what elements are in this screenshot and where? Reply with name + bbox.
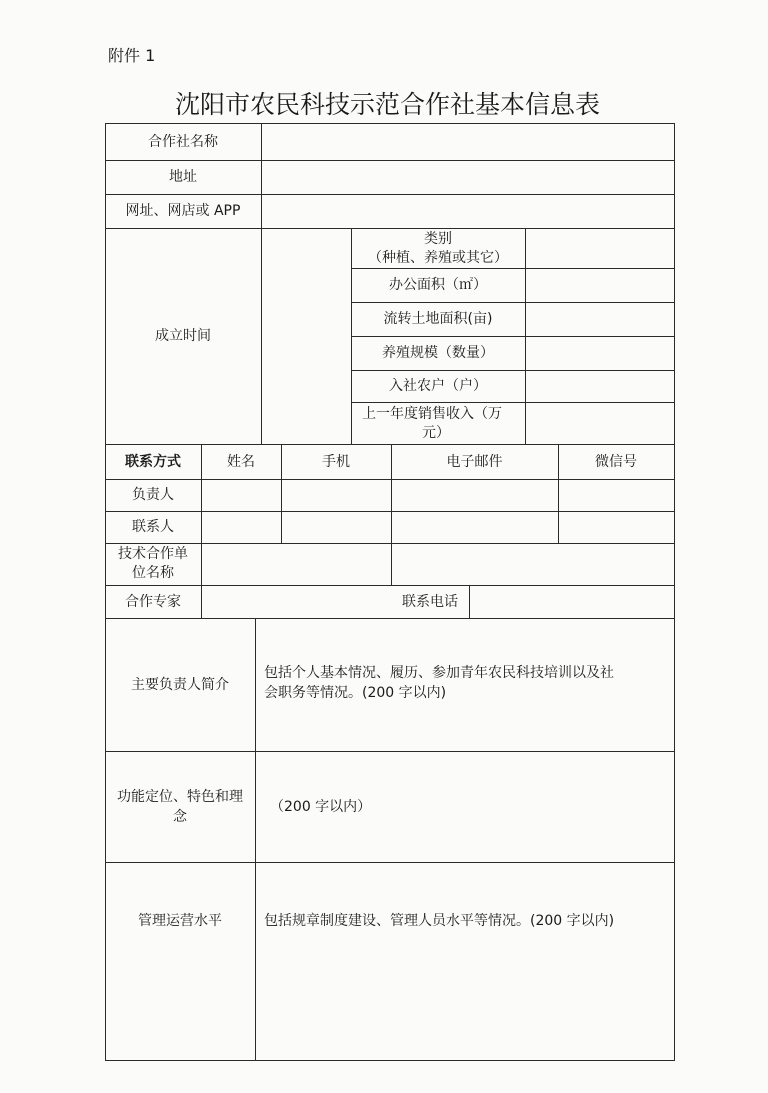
land-area-label: 流转土地面积(亩) bbox=[383, 311, 493, 327]
sales-label-line1: 上一年度销售收入（万 bbox=[362, 406, 502, 422]
established-label: 成立时间 bbox=[155, 328, 211, 344]
main-profile-desc-line2: 会职务等情况。(200 字以内) bbox=[264, 685, 447, 701]
attachment-label: 附件 1 bbox=[108, 46, 156, 65]
breeding-scale-label: 养殖规模（数量） bbox=[382, 345, 494, 361]
contact-person-label: 联系人 bbox=[132, 519, 174, 535]
office-area-label: 办公面积（㎡） bbox=[389, 277, 487, 293]
page-title: 沈阳市农民科技示范合作社基本信息表 bbox=[174, 90, 600, 119]
col-email-header: 电子邮件 bbox=[446, 454, 503, 470]
col-wechat-header: 微信号 bbox=[595, 454, 637, 470]
function-label-line2: 念 bbox=[173, 809, 187, 825]
tech-partner-label-line1: 技术合作单 bbox=[118, 546, 188, 562]
category-label-line2: （种植、养殖或其它） bbox=[368, 250, 508, 266]
address-label: 地址 bbox=[169, 169, 197, 185]
function-desc: （200 字以内） bbox=[270, 799, 372, 815]
member-households-label: 入社农户（户） bbox=[389, 378, 487, 394]
contact-phone-label: 联系电话 bbox=[402, 594, 458, 610]
contact-method-label: 联系方式 bbox=[125, 454, 181, 470]
person-in-charge-label: 负责人 bbox=[132, 487, 174, 503]
coop-name-label: 合作社名称 bbox=[148, 134, 218, 150]
tech-partner-label-line2: 位名称 bbox=[132, 565, 174, 581]
sales-label-line2: 元） bbox=[422, 425, 450, 441]
col-name-header: 姓名 bbox=[227, 454, 255, 470]
website-label: 网址、网店或 APP bbox=[125, 203, 241, 219]
management-desc: 包括规章制度建设、管理人员水平等情况。(200 字以内) bbox=[264, 913, 615, 929]
main-profile-desc-line1: 包括个人基本情况、履历、参加青年农民科技培训以及社 bbox=[264, 665, 614, 681]
col-phone-header: 手机 bbox=[322, 454, 350, 470]
management-label: 管理运营水平 bbox=[138, 913, 222, 929]
function-label-line1: 功能定位、特色和理 bbox=[117, 789, 243, 805]
category-label-line1: 类别 bbox=[424, 231, 452, 247]
partner-expert-label: 合作专家 bbox=[125, 594, 181, 610]
main-profile-label: 主要负责人简介 bbox=[131, 677, 229, 693]
